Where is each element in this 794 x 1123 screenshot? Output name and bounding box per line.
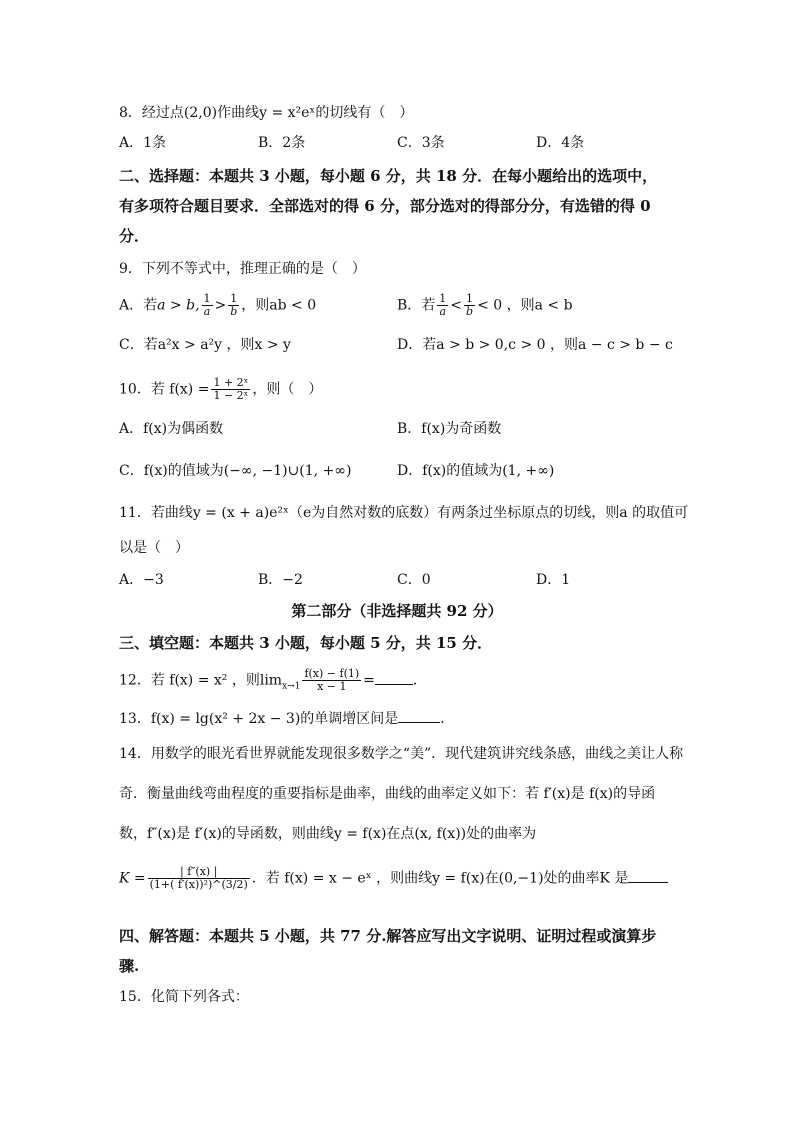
q8-option-a: A．1条 (119, 135, 167, 151)
q14-curvature-fraction (148, 866, 250, 891)
section4-heading-line2: 骤. (119, 957, 140, 975)
q9-b-frac1-num: 1 (439, 292, 447, 305)
q14-curvature-num: | f″(x) | (148, 866, 250, 879)
q12-prefix: 12．若 f(x) = x² ，则lim (119, 672, 283, 689)
section4-heading-line1: 四、解答题：本题共 5 小题，共 77 分.解答应写出文字说明、证明过程或演算步 (119, 927, 657, 945)
q9-stem: 9．下列不等式中，推理正确的是（ ） (119, 261, 366, 277)
q14-formula-line (119, 866, 668, 891)
q9-b-frac1-den: a (439, 305, 447, 318)
q10-option-b: B．f(x)为奇函数 (397, 421, 502, 437)
q11-option-d: D．1 (536, 572, 571, 588)
q12-fraction (302, 668, 361, 693)
q14-k-prefix: K = (119, 870, 146, 887)
q9-b-frac2-den: b (466, 305, 474, 318)
q15-stem: 15．化简下列各式： (119, 989, 249, 1005)
q8-option-d: D．4条 (536, 135, 585, 151)
q8-stem: 8．经过点(2,0)作曲线y = x²eˣ的切线有（ ） (119, 105, 414, 121)
q14-line3: 数，f″(x)是 f′(x)的导函数，则曲线y = f(x)在点(x, f(x))处的曲率为 (119, 826, 537, 842)
q8-option-b: B．2条 (258, 135, 306, 151)
q10-fraction-den: 1 − 2ˣ (213, 389, 249, 402)
q9-b-conclusion: < 0 ，则a < b (477, 297, 573, 314)
q13-end: ． (440, 711, 455, 727)
q10-option-d: D．f(x)的值域为(1, +∞) (397, 463, 555, 479)
q9-option-b (397, 293, 573, 318)
q10-option-c: C．f(x)的值域为(−∞, −1)∪(1, +∞) (119, 463, 352, 479)
q11-line2: 以是（ ） (119, 540, 189, 556)
q12-end: ． (412, 672, 427, 689)
q9-a-prefix: A．若 (119, 297, 158, 314)
q13-answer-blank[interactable] (398, 710, 440, 723)
q9-b-frac2 (464, 293, 475, 318)
q9-b-lt: < (450, 297, 463, 314)
q14-line1: 14．用数学的眼光看世界就能发现很多数学之“美”．现代建筑讲究线条感，曲线之美让人称 (119, 746, 684, 762)
q12-answer-blank[interactable] (375, 672, 413, 685)
q9-a-frac2-den: b (230, 305, 238, 318)
q11-option-c: C．0 (397, 572, 431, 588)
section2-heading-line3: 分． (119, 227, 150, 245)
q13 (119, 709, 454, 729)
q9-a-frac1-num: 1 (203, 292, 211, 305)
q12 (119, 668, 427, 696)
q9-a-condition: a > b, (157, 297, 200, 314)
q9-a-frac2 (228, 293, 239, 318)
q14-curvature-den: (1+( f′(x))²)^(3/2) (149, 878, 248, 891)
q13-text: 13．f(x) = lg(x² + 2x − 3)的单调增区间是 (119, 711, 399, 727)
section2-heading-line2: 有多项符合题目要求．全部选对的得 6 分，部分选对的得部分分，有选错的得 0 (119, 197, 651, 215)
section3-heading: 三、填空题：本题共 3 小题，每小题 5 分，共 15 分． (119, 634, 493, 652)
q9-a-conclusion: ，则ab < 0 (241, 297, 317, 314)
q14-line2: 奇．衡量曲线弯曲程度的重要指标是曲率，曲线的曲率定义如下：若 f′(x)是 f(x)的导函 (119, 786, 656, 802)
q11-line1: 11．若曲线y = (x + a)e²ˣ（e为自然对数的底数）有两条过坐标原点的切线，则a 的取值可 (119, 505, 689, 521)
q10-option-a: A．f(x)为偶函数 (119, 421, 224, 437)
section2-heading-line1: 二、选择题：本题共 3 小题，每小题 6 分，共 18 分．在每小题给出的选项中， (119, 167, 658, 185)
q9-option-c: C．若a²x > a²y ，则x > y (119, 337, 291, 353)
q10-fraction (211, 377, 250, 402)
q12-fraction-den: x − 1 (317, 680, 347, 693)
q9-a-frac1 (202, 293, 213, 318)
q14-answer-blank[interactable] (628, 870, 668, 883)
q8-option-c: C．3条 (397, 135, 445, 151)
q10-stem (119, 377, 322, 402)
q12-equals: = (363, 672, 375, 689)
q9-a-gt: > (214, 297, 227, 314)
q12-fraction-num: f(x) − f(1) (304, 667, 360, 680)
q9-option-d: D．若a > b > 0,c > 0 ，则a − c > b − c (397, 337, 673, 353)
q10-fraction-num: 1 + 2ˣ (213, 376, 249, 389)
q12-limit-subscript: x→1 (282, 681, 301, 692)
part2-title: 第二部分（非选择题共 92 分） (291, 602, 503, 620)
q9-option-a (119, 293, 316, 318)
q14-question: ．若 f(x) = x − eˣ ，则曲线y = f(x)在(0,−1)处的曲率K 是 (251, 870, 629, 887)
q11-option-b: B．−2 (258, 572, 303, 588)
q9-a-frac1-den: a (203, 305, 211, 318)
q10-stem-suffix: ，则（ ） (252, 381, 323, 398)
q9-b-prefix: B．若 (397, 297, 436, 314)
q9-b-frac1 (437, 293, 448, 318)
q9-a-frac2-num: 1 (228, 293, 239, 306)
q10-stem-prefix: 10．若 f(x) = (119, 381, 210, 398)
q9-b-frac2-num: 1 (464, 293, 475, 306)
q11-option-a: A．−3 (119, 572, 164, 588)
